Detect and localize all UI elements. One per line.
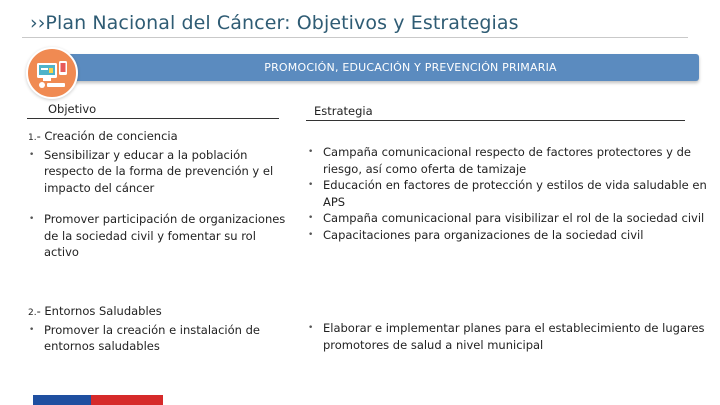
objective-2-bullet-1: • Promover la creación e instalación de entornos saludables — [28, 322, 288, 355]
objective-2 — [28, 303, 288, 355]
objetivo-header-rule — [27, 118, 279, 119]
objective-1-bullet-2: • Promover participación de organizaciones de la sociedad civil y fomentar su rol activo — [28, 211, 288, 261]
objective-2-title: - Entornos Saludables — [36, 304, 162, 318]
estrategia-column-header: Estrategia — [314, 104, 373, 118]
flag-red-segment — [91, 395, 163, 405]
flag-stripe — [33, 395, 163, 405]
strategy-1-bullet-3: • Campaña comunicacional para visibilizar el rol de la sociedad civil — [307, 210, 707, 227]
objective-1-title: - Creación de conciencia — [36, 129, 178, 143]
section-banner — [52, 54, 699, 81]
strategy-2-bullet-1: • Elaborar e implementar planes para el establecimiento de lugares promotores de salud a nivel municipal — [307, 320, 707, 353]
flag-blue-segment — [33, 395, 91, 405]
objective-1-number: 1. — [28, 133, 37, 143]
banner-text: PROMOCIÓN, EDUCACIÓN Y PREVENCIÓN PRIMARIA — [264, 61, 557, 74]
slide-title: ››Plan Nacional del Cáncer: Objetivos y Estrategias — [30, 12, 519, 34]
strategy-1-bullet-2: • Educación en factores de protección y estilos de vida saludable en APS — [307, 177, 707, 210]
objective-1-bullet-1: • Sensibilizar y educar a la población respecto de la forma de prevención y el impacto del cáncer — [28, 147, 288, 197]
objective-1 — [28, 128, 288, 261]
strategy-group-2 — [307, 320, 707, 353]
objetivo-column-header: Objetivo — [48, 102, 97, 116]
objective-2-number: 2. — [28, 308, 37, 318]
estrategia-header-rule — [306, 120, 685, 121]
health-education-logo-graphic — [28, 49, 76, 97]
health-education-logo-icon — [26, 47, 78, 99]
strategy-group-1 — [307, 144, 707, 243]
strategy-1-bullet-1: • Campaña comunicacional respecto de factores protectores y de riesgo, así como oferta de tamizaje — [307, 144, 707, 177]
title-divider — [22, 37, 688, 38]
objective-1-heading — [28, 128, 288, 147]
strategy-1-bullet-4: • Capacitaciones para organizaciones de la sociedad civil — [307, 227, 707, 244]
objective-2-heading — [28, 303, 288, 322]
